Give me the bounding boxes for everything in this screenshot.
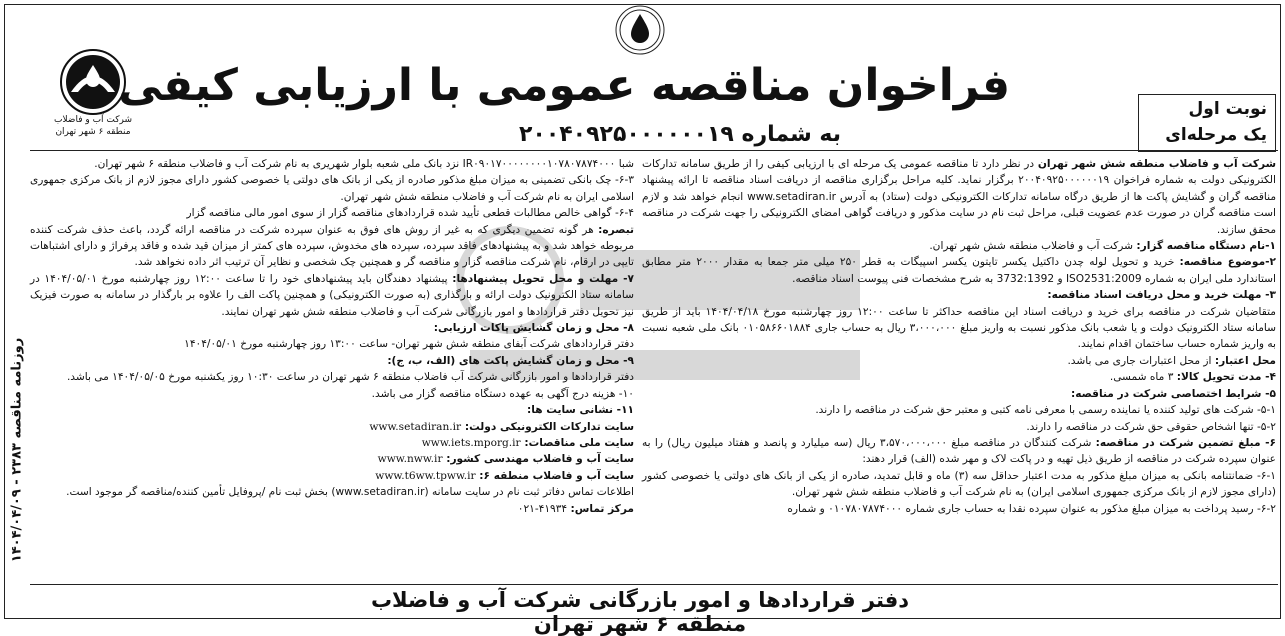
logo-caption: شرکت آب و فاضلاب منطقه ۶ شهر تهران (53, 115, 133, 137)
paragraph (642, 468, 1276, 501)
paragraph (642, 156, 1276, 238)
paragraph-heading: ۵- شرایط اختصاصی شرکت در مناقصه: (1070, 387, 1276, 400)
paragraph-text: پیشنهاد دهندگان باید پیشنهادهای خود را تا ساعت ۱۲:۰۰ روز چهارشنبه مورخ ۱۴۰۴/۰۵/۰۱ در سامانه ستاد الکترونیک دولت ارائه و بارگذاری (به صورت الکترونیکی) و همچنین پاکت الف را علاوه بر بارگذار در سامانه به صورت فیزیک نیز تحویل دفتر قراردادها و امور بازرگانی شرکت آب و فاضلاب منطقه شش شهر تهران نمایند. (30, 272, 634, 318)
paragraph-text: ۶-۱- ضمانتنامه بانکی به میزان مبلغ مذکور به مدت اعتبار حداقل سه (۳) ماه و قابل تمدید، صادره از یکی از بانک های دولتی یا خصوصی کشور (دارای مجوز لازم از بانک مرکزی جمهوری اسلامی ایران) به نام شرکت آب و فاضلاب منطقه شش شهر تهران. (642, 469, 1276, 499)
paragraph-heading: ۷- مهلت و محل تحویل پیشنهادها: (452, 272, 634, 285)
round-box (1138, 94, 1276, 152)
website-entry (30, 468, 634, 484)
paragraph-text: دفتر قراردادهای شرکت آبفای منطقه شش شهر تهران- ساعت ۱۳:۰۰ روز چهارشنبه مورخ ۱۴۰۴/۰۵/۰۱ (184, 338, 634, 351)
paragraph-heading: تبصره: (598, 223, 634, 236)
paragraph-text: از محل اعتبارات جاری می باشد. (1067, 354, 1215, 367)
paragraph (30, 222, 634, 271)
website-label: سایت تدارکات الکترونیکی دولت: (464, 420, 634, 433)
paragraph-text: ۳ ماه شمسی. (1109, 371, 1177, 384)
side-date: روزنامه مناقصه ۲۳۸۳ - ۱۴۰۴/۰۴/۰۹ (9, 337, 25, 563)
paragraph-text: شبا IR۰۹۰۱۷۰۰۰۰۰۰۰۰۱۰۷۸۰۷۸۷۴۰۰۰ نزد بانک ملی شعبه بلوار شهریری به نام شرکت آب و فاضلاب منطقه ۶ شهر تهران. (94, 158, 634, 170)
contact-center (30, 501, 634, 517)
paragraph-heading: ۶- مبلغ تضمین شرکت در مناقصه: (1095, 436, 1276, 449)
paragraph-text: در نظر دارد تا مناقصه عمومی یک مرحله ای با ارزیابی کیفی را از طریق سامانه تدارکات الکترونیکی دولت به شماره فراخوان ۲۰۰۴۰۹۲۵۰۰۰۰۰۰۱۹ برگزار نماید. کلیه مراحل برگزاری مناقصه از دریافت اسناد مناقصه تا ارائه پیشنهاد مناقصه گران و گشایش پاکت ها از طریق درگاه سامانه تدارکات الکترونیکی دولت (ستاد) به آدرس www.setadiran.ir انجام خواهد شد و لازم است مناقصه گران در صورت عدم عضویت قبلی، مراحل ثبت نام در سایت مذکور و دریافت گواهی امضای الکترونیکی را جهت شرکت در مناقصه محقق سازند. (642, 158, 1276, 236)
paragraph (30, 336, 634, 352)
paragraph-text: ۵-۲- تنها اشخاص حقوقی حق شرکت در مناقصه را دارند. (1026, 420, 1276, 433)
paragraph-text: ۶-۴- گواهی خالص مطالبات قطعی تأیید شده قراردادهای مناقصه گزار از سوی امور مالی مناقصه گزار (186, 207, 634, 220)
paragraph (30, 320, 634, 336)
paragraph-text: شرکت کنندگان در مناقصه مبلغ ۳،۵۷۰،۰۰۰،۰۰۰ ریال (سه میلیارد و پانصد و هفتاد میلیون ریال) را به عنوان سپرده شرکت در مناقصه از طریق ذیل تهیه و در پاکت لاک و مهر شده (الف) قرار دهند: (642, 436, 1276, 466)
website-link[interactable]: www.nww.ir (377, 453, 443, 466)
paragraph (642, 304, 1276, 353)
left-column (30, 156, 634, 517)
paragraph-text: ۵-۱- شرکت های تولید کننده یا نماینده رسمی با معرفی نامه کتبی و معتبر حق شرکت در مناقصه را دارند. (815, 404, 1276, 417)
paragraph-heading: ۱-نام دستگاه مناقصه گزار: (1136, 240, 1276, 253)
paragraph (30, 353, 634, 369)
paragraph-text: ۶-۲- رسید پرداخت به میزان مبلغ مذکور به عنوان سپرده نقدا به حساب جاری شماره ۰۱۰۷۸۰۷۸۷۴۰۰۰ و شماره (787, 502, 1276, 515)
contact-phone: ۴۱۹۳۴-۰۲۱ (517, 502, 568, 515)
paragraph (30, 402, 634, 418)
paragraph (30, 172, 634, 205)
paragraph (642, 402, 1276, 418)
paragraph-heading: ۴- مدت تحویل کالا: (1176, 371, 1276, 384)
paragraph-text: ۱۰- هزینه درج آگهی به عهده دستگاه مناقصه گزار می باشد. (371, 387, 634, 400)
tender-number: به شماره ۲۰۰۴۰۹۲۵۰۰۰۰۰۰۱۹ (518, 122, 842, 147)
paragraph (642, 287, 1276, 303)
website-link[interactable]: www.t6ww.tpww.ir (375, 469, 476, 482)
right-column (642, 156, 1276, 517)
paragraph (642, 501, 1276, 517)
paragraph-heading: ۹- محل و زمان گشایش پاکت های (الف، ب، ج): (387, 354, 634, 367)
water-drop-icon (615, 4, 665, 56)
page-title: فراخوان مناقصه عمومی با ارزیابی کیفی (118, 60, 1010, 111)
website-link[interactable]: www.setadiran.ir (369, 420, 462, 433)
paragraph (642, 435, 1276, 468)
website-entry (30, 419, 634, 435)
paragraph-text: هر گونه تضمین دیگری که به غیر از روش های فوق به عنوان سپرده شرکت در مناقصه ارائه گردد، باعث حذف شرکت کننده مربوطه خواهد شد و به پیشنهادهای فاقد سپرده، سپرده های مخدوش، سپرده های کمتر از میزان قید شده و فاقد پرفراژ و دارای اشتباهات تایپی در ارقام، نام شرکت مناقصه گزار و مناقصه گر و همچنین چک شخصی و نظایر آن ترتیب اثر داده نخواهد شد. (30, 223, 634, 269)
paragraph (642, 254, 1276, 287)
paragraph (30, 271, 634, 320)
paragraph-heading: شرکت آب و فاضلاب منطقه شش شهر تهران (1037, 158, 1276, 170)
paragraph-heading: ۱۱- نشانی سایت ها: (527, 404, 634, 417)
stage-label: یک مرحله‌ای (1165, 125, 1267, 145)
paragraph-text: خرید و تحویل لوله چدن داکتیل یکسر تایتون یکسر اسپیگات به قطر ۲۵۰ میلی متر جمعا به مقدار ۲۰۰۰ متر مطابق استاندارد ملی ایران به شماره ISO2531:2009 و 3732:1392 به شرح مشخصات فنی پیوست اسناد مناقصه. (642, 256, 1276, 285)
paragraph (30, 369, 634, 385)
round-label: نوبت اول (1188, 99, 1267, 119)
paragraph (642, 419, 1276, 435)
website-label: سایت آب و فاضلاب منطقه ۶: (479, 469, 634, 482)
paragraph (642, 386, 1276, 402)
paragraph-heading: محل اعتبار: (1214, 354, 1276, 367)
website-entry (30, 435, 634, 451)
footer-divider (30, 584, 1278, 585)
paragraph-heading: ۸- محل و زمان گشایش پاکات ارزیابی: (433, 322, 634, 335)
paragraph (642, 353, 1276, 369)
paragraph-text: شرکت آب و فاضلاب منطقه شش شهر تهران. (929, 240, 1137, 253)
website-entry (30, 451, 634, 467)
paragraph (642, 238, 1276, 254)
paragraph-text: متقاضیان شرکت در مناقصه برای خرید و دریافت اسناد این مناقصه حداکثر تا ساعت ۱۲:۰۰ روز چهارشنبه مورخ ۱۴۰۴/۰۴/۱۸ باید از طریق سامانه ستاد الکترونیک دولت و یا شعب بانک مذکور نسبت به واریز مبلغ ۳،۰۰۰،۰۰۰ ریال به حساب جاری ۰۱۰۵۸۶۶۰۱۸۸۴ بانک ملی شعبه نسبت به واریز شماره حساب ساختمان اقدام نمایند. (642, 305, 1276, 351)
paragraph-text: ۶-۳- چک بانکی تضمینی به میزان مبلغ مذکور صادره از یکی از بانک های دولتی یا خصوصی کشور دارای مجوز لازم از بانک مرکزی جمهوری اسلامی ایران به نام شرکت آب و فاضلاب منطقه شش شهر تهران. (30, 174, 634, 203)
paragraph-text: دفتر قراردادها و امور بازرگانی شرکت آب فاضلاب منطقه ۶ شهر تهران در ساعت ۱۰:۳۰ روز یکشنبه مورخ ۱۴۰۴/۰۵/۰۵ می باشد. (66, 371, 634, 384)
paragraph (30, 386, 634, 402)
paragraph-heading: ۲-موضوع مناقصه: (1179, 256, 1276, 269)
paragraph-heading: ۳- مهلت خرید و محل دریافت اسناد مناقصه: (1047, 289, 1276, 302)
website-link[interactable]: www.iets.mporg.ir (421, 436, 521, 449)
website-label: سایت آب و فاضلاب مهندسی کشور: (446, 453, 634, 466)
footer-text: دفتر قراردادها و امور بازرگانی شرکت آب و فاضلاب منطقه ۶ شهر تهران (370, 588, 910, 636)
paragraph (30, 156, 634, 172)
contact-label: مرکز تماس: (570, 502, 634, 515)
paragraph (642, 369, 1276, 385)
website-label: سایت ملی مناقصات: (524, 436, 634, 449)
paragraph (30, 205, 634, 221)
contact-info: اطلاعات تماس دفاتر ثبت نام در سایت سامانه (www.setadiran.ir) بخش ثبت نام /پروفایل تأمین کننده/مناقصه گر موجود است. (66, 486, 634, 499)
divider (30, 150, 1278, 151)
